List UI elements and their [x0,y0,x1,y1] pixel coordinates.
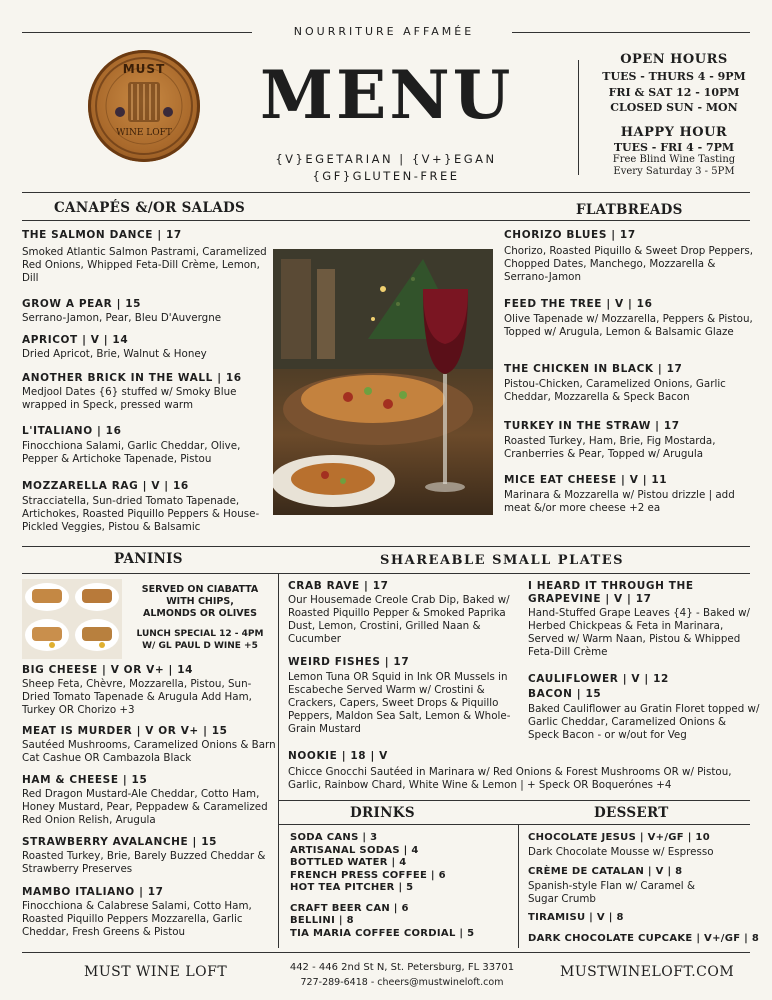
item-desc: Baked Cauliflower au Gratin Floret topped w/ Garlic Cheddar, Caramelized Onions & Speck Bacon - or w/out for Veg [528,703,760,741]
diet-legend-line1: {V}EGETARIAN | {V+}EGAN [275,152,497,166]
page-title: MENU [260,56,514,134]
item-name: WEIRD FISHES | 17 [288,656,410,668]
tasting-line: Every Saturday 3 - 5PM [613,166,735,177]
item-name: BIG CHEESE | V OR V+ | 14 [22,664,194,676]
list-item [528,866,758,906]
list-item [288,750,754,792]
open-hours-line: FRI & SAT 12 - 10PM [608,86,740,99]
item-desc: Roasted Turkey, Brie, Barely Buzzed Cheddar & Strawberry Preserves [22,850,266,875]
drinks-heading: DRINKS [350,805,415,821]
flatbreads-heading: FLATBREADS [576,202,683,218]
logo [88,50,200,162]
list-item [504,363,754,404]
item-name: TIRAMISU | V | 8 [528,912,624,923]
drink-item: BOTTLED WATER | 4 [290,857,407,868]
list-item [22,229,267,285]
item-name: TURKEY IN THE STRAW | 17 [504,420,680,432]
item-desc: Smoked Atlantic Salmon Pastrami, Caramelized Red Onions, Whipped Feta-Dill Crème, Lemon, Dill [22,246,267,284]
item-name: NOOKIE | 18 | V [288,750,388,762]
happy-hour-line: TUES - FRI 4 - 7PM [613,141,735,154]
list-item [528,933,758,946]
item-name: CHOCOLATE JESUS | V+/GF | 10 [528,832,710,843]
list-item [22,372,267,412]
served-line: SERVED ON CIABATTA [141,584,259,595]
drink-item: CRAFT BEER CAN | 6 [290,902,409,914]
drink-item: ARTISANAL SODAS | 4 [290,844,419,856]
footer-address: 442 - 446 2nd St N, St. Petersburg, FL 33701 [289,962,515,973]
item-name: MEAT IS MURDER | V OR V+ | 15 [22,725,228,737]
drinks-list [290,832,514,940]
item-name: THE CHICKEN IN BLACK | 17 [504,363,683,375]
canapes-heading: CANAPÉS &/OR SALADS [54,200,246,216]
item-name: I HEARD IT THROUGH THE GRAPEVINE | V | 17 [528,580,694,605]
item-desc: Olive Tapenade w/ Mozzarella, Peppers & Pistou, Topped w/ Arugula, Lemon & Balsamic Glaze [504,313,753,338]
item-desc: Chorizo, Roasted Piquillo & Sweet Drop Peppers, Chopped Dates, Manchego, Mozzarella & Serrano-Jamon [504,245,754,283]
item-desc: Hand-Stuffed Grape Leaves {4} - Baked w/ Herbed Chickpeas & Feta in Marinara, Served w/ Warm Naan, Pistou & Whipped Feta-Dill Crème [528,607,751,658]
list-item [528,580,758,659]
lunch-line: LUNCH SPECIAL 12 - 4PM [136,629,264,639]
item-desc: Stracciatella, Sun-dried Tomato Tapenade, Artichokes, Roasted Piquillo Peppers & House-Pickled Veggies, Pistou & Balsamic [22,495,260,533]
dessert-heading: DESSERT [594,805,669,821]
list-item [504,298,754,339]
happy-hour-title: HAPPY HOUR [620,125,728,140]
list-item [22,886,276,939]
item-desc: Lemon Tuna OR Squid in Ink OR Mussels in Escabeche Served Warm w/ Crostini & Crackers, Capers, Sweet Drops & Piquillo Peppers, Maldon Sea Salt, Lemon & Whole-Grain Mustard [288,671,511,735]
item-name: CRAB RAVE | 17 [288,580,389,592]
served-line: ALMONDS OR OLIVES [143,608,257,619]
item-name: HAM & CHEESE | 15 [22,774,148,786]
list-item [22,725,276,765]
item-name: THE SALMON DANCE | 17 [22,229,182,241]
drink-item: FRENCH PRESS COFFEE | 6 [290,869,446,881]
list-item [504,420,754,461]
item-desc: Finocchiona Salami, Garlic Cheddar, Olive, Pepper & Artichoke Tapenade, Pistou [22,440,241,465]
drink-item: SODA CANS | 3 [290,832,378,843]
item-name: ANOTHER BRICK IN THE WALL | 16 [22,372,242,384]
item-name: DARK CHOCOLATE CUPCAKE | V+/GF | 8 [528,933,760,944]
list-item [22,664,276,717]
tasting-line: Free Blind Wine Tasting [612,154,736,165]
tagline: NOURRITURE AFFAMÉE [293,25,475,38]
list-item [22,298,267,325]
item-name: CHORIZO BLUES | 17 [504,229,636,241]
item-name: STRAWBERRY AVALANCHE | 15 [22,836,218,848]
list-item [22,774,276,827]
open-hours-line: TUES - THURS 4 - 9PM [602,70,746,83]
list-item [22,425,267,466]
item-desc: Our Housemade Creole Crab Dip, Baked w/ Roasted Piquillo Pepper & Smoked Paprika Dust, Lemon, Crostini, Grilled Naan & Cucumber [288,594,510,645]
drink-item: BELLINI | 8 [290,915,354,926]
item-name: GROW A PEAR | 15 [22,298,142,310]
small-plates-heading: SHAREABLE SMALL PLATES [380,553,625,568]
item-desc: Dark Chocolate Mousse w/ Espresso [528,845,714,858]
drink-item: TIA MARIA COFFEE CORDIAL | 5 [290,927,475,939]
item-desc: Dried Apricot, Brie, Walnut & Honey [22,348,207,360]
logo-bottom-text: WINE LOFT [116,128,172,138]
drink-item: HOT TEA PITCHER | 5 [290,882,414,893]
list-item [22,836,276,876]
item-desc: Chicce Gnocchi Sautéed in Marinara w/ Red Onions & Forest Mushrooms OR w/ Pistou, Garlic, Rainbow Chard, White Wine & Lemon | + Speck OR Boquerónes +4 [288,766,732,791]
open-hours-title: OPEN HOURS [620,52,728,67]
item-desc: Serrano-Jamon, Pear, Bleu D'Auvergne [22,312,222,324]
list-item [22,334,267,361]
item-desc: Roasted Turkey, Ham, Brie, Fig Mostarda, Cranberries & Pear, Topped w/ Arugula [504,435,716,460]
panini-photo [22,579,122,659]
item-name: MOZZARELLA RAG | V | 16 [22,480,189,492]
served-line: WITH CHIPS, [166,596,234,607]
food-photo [273,249,493,515]
list-item [504,474,754,515]
list-item [288,656,518,736]
item-desc: Sheep Feta, Chèvre, Mozzarella, Pistou, Sun-Dried Tomato Tapenade & Arugula Add Ham, Turkey OR Chorizo +3 [22,678,252,716]
list-item [22,480,270,534]
item-name: APRICOT | V | 14 [22,334,129,346]
item-name: L'ITALIANO | 16 [22,425,122,437]
footer-website[interactable]: MUSTWINELOFT.COM [560,964,735,980]
item-desc: Spanish-style Flan w/ Caramel & Sugar Crumb [528,879,695,905]
open-hours-line: CLOSED SUN - MON [610,101,738,114]
item-name: FEED THE TREE | V | 16 [504,298,653,310]
item-desc: Sautéed Mushrooms, Caramelized Onions & Barn Cat Cashue OR Cambazola Black [22,739,276,764]
item-name: MICE EAT CHEESE | V | 11 [504,474,668,486]
list-item [528,832,758,859]
flatbread-wine-image [273,249,493,515]
item-desc: Red Dragon Mustard-Ale Cheddar, Cotto Ham, Honey Mustard, Pear, Peppadew & Caramelized Red Onion Relish, Arugula [22,788,268,826]
lunch-line: W/ GL PAUL D WINE +5 [142,641,258,651]
paninis-heading: PANINIS [114,551,183,567]
list-item [528,672,760,742]
item-desc: Marinara & Mozzarella w/ Pistou drizzle | add meat &/or more cheese +2 ea [504,489,735,514]
footer-contact[interactable]: 727-289-6418 - cheers@mustwineloft.com [300,977,504,988]
panini-image [22,579,122,659]
item-name: MAMBO ITALIANO | 17 [22,886,164,898]
item-desc: Medjool Dates {6} stuffed w/ Smoky Blue wrapped in Speck, pressed warm [22,386,237,411]
footer-name: MUST WINE LOFT [84,964,228,980]
diet-legend-line2: {GF}GLUTEN-FREE [312,169,460,183]
item-desc: Pistou-Chicken, Caramelized Onions, Garlic Cheddar, Mozzarella & Speck Bacon [504,378,726,403]
logo-top-text: MUST [122,62,166,76]
panini-info [126,584,274,652]
item-name: CAULIFLOWER | V | 12 BACON | 15 [528,673,669,700]
list-item [288,580,518,646]
item-desc: Finocchiona & Calabrese Salami, Cotto Ham, Roasted Piquillo Peppers Mozzarella, Garlic Cheddar, Fresh Greens & Pistou [22,900,252,938]
list-item [528,912,758,925]
item-name: CRÈME DE CATALAN | V | 8 [528,866,683,877]
list-item [504,229,754,284]
